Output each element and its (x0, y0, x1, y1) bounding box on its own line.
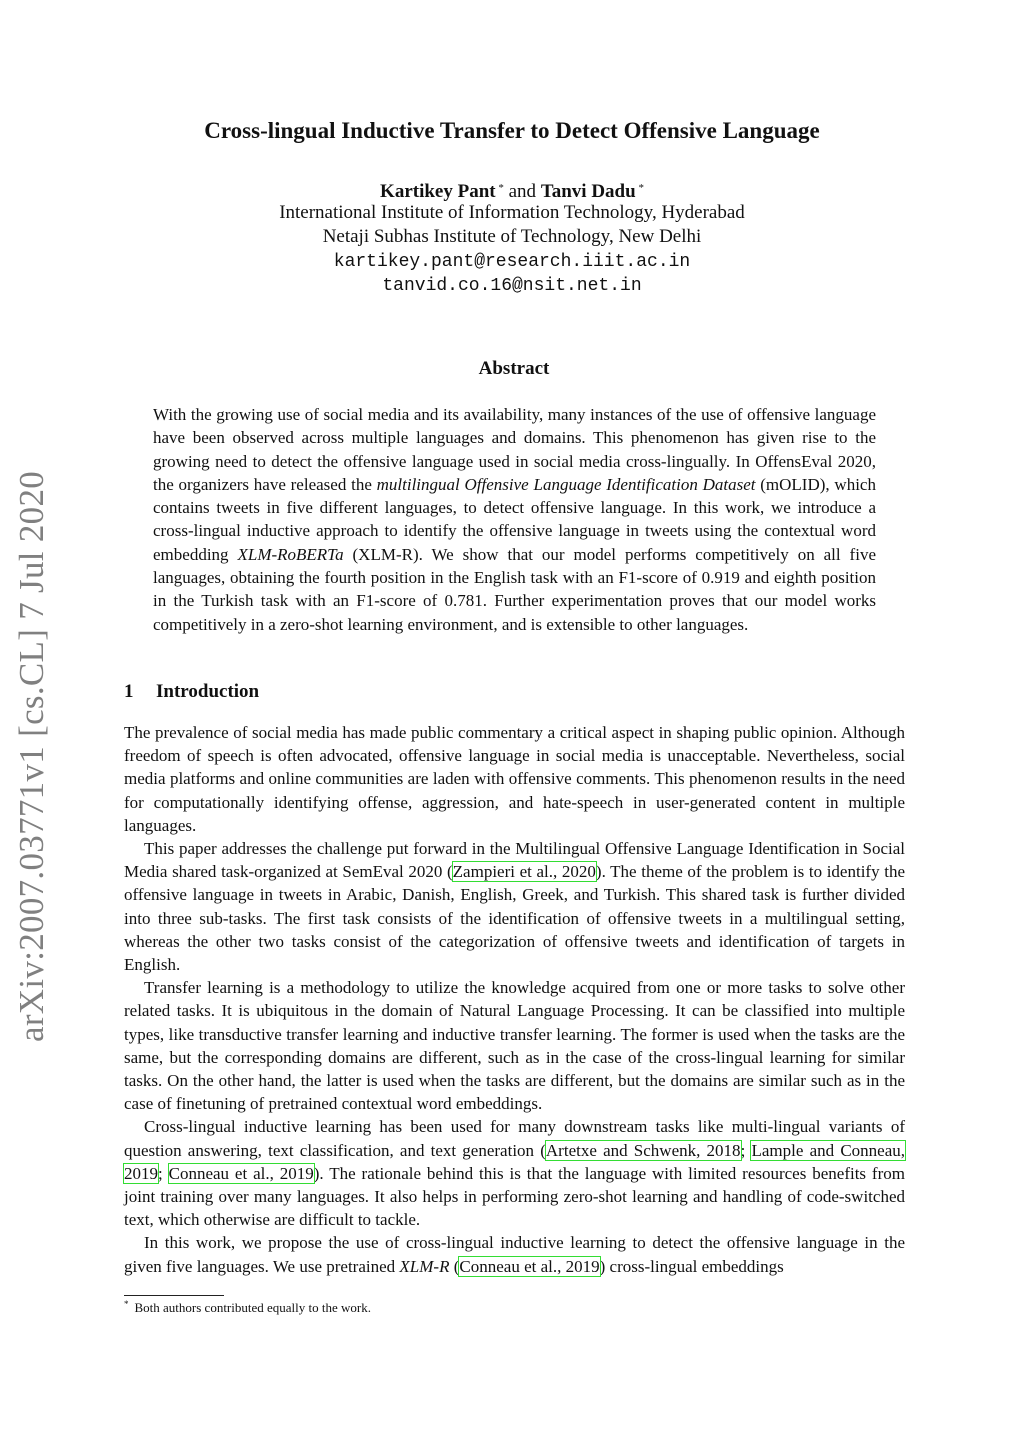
arxiv-identifier-stamp: arXiv:2007.03771v1 [cs.CL] 7 Jul 2020 (12, 470, 51, 1042)
section-heading (124, 681, 259, 703)
author-email[interactable]: tanvid.co.16@nsit.net.in (382, 276, 642, 296)
author-line (0, 176, 1024, 204)
citation-link[interactable]: Lample and Conneau, 2019 (124, 1140, 906, 1183)
citation-link[interactable]: Conneau et al., 2019 (168, 1163, 314, 1183)
model-name: XLM-RoBERTa (237, 544, 344, 564)
affiliation: International Institute of Information Technology, Hyderabad (279, 202, 745, 223)
paragraph: This paper addresses the challenge put forward in the Multilingual Offensive Language Identification in Social Media shared task-organized at SemEval 2020 (Zampieri et al., 2020). The theme of the problem is to identify the offensive language in tweets in Arabic, Danish, English, Greek, and Turkish. This shared task is further divided into three sub-tasks. The first task consists of the identification of offensive tweets in a multilingual setting, whereas the other two tasks consist of the categorization of offensive tweets and identification of targets in English. (124, 839, 905, 975)
citation-link[interactable]: Artetxe and Schwenk, 2018 (545, 1140, 741, 1160)
footnote-mark: * (124, 1299, 129, 1309)
score-value: 0.919 (701, 568, 740, 588)
citation-link[interactable]: Conneau et al., 2019 (459, 1256, 600, 1276)
dataset-name: multilingual Offensive Language Identification Dataset (376, 474, 756, 494)
paragraph: In this work, we propose the use of cross-lingual inductive learning to detect the offensive language in the given five languages. We use pretrained XLM-R (Conneau et al., 2019) cross-lingual embeddings (124, 1233, 905, 1276)
author-name: Kartikey Pant (380, 181, 496, 202)
footnote-text: Both authors contributed equally to the work. (134, 1300, 371, 1315)
section-number: 1 (124, 681, 134, 702)
paper-title: Cross-lingual Inductive Transfer to Detect Offensive Language (204, 118, 820, 143)
paragraph: Transfer learning is a methodology to utilize the knowledge acquired from one or more tasks to solve other related tasks. It is ubiquitous in the domain of Natural Language Processing. It can be classified into multiple types, like transductive transfer learning and inductive transfer learning. The former is used when the tasks are the same, but the corresponding domains are different, such as in the case of the cross-lingual learning for similar tasks. On the other hand, the latter is used when the tasks are different, but the domains are similar such as in the case of finetuning of pretrained contextual word embeddings. (124, 978, 905, 1114)
author-footnote-mark: * (638, 182, 644, 194)
section-body (124, 721, 905, 1278)
author-email[interactable]: kartikey.pant@research.iiit.ac.in (333, 252, 691, 272)
abstract-text: With the growing use of social media and its availability, many instances of the use of offensive language have been observed across multiple languages and domains. This phenomenon has given rise to the growing need to detect the offensive language used in social media cross-lingually. In OffensEval 2020, the organizers have released the multilingual Offensive Language Identification Dataset (mOLID), which contains tweets in five different languages, to detect offensive language. In this work, we introduce a cross-lingual inductive approach to identify the offensive language in tweets using the contextual word embedding XLM-RoBERTa (XLM-R). We show that our model performs competitively on all five languages, obtaining the fourth position in the English task with an F1-score of 0.919 and eighth position in the Turkish task with an F1-score of 0.781. Further experimentation proves that our model works competitively in a zero-shot learning environment, and is extensible to other languages. (153, 405, 876, 634)
author-conjunction: and (508, 181, 537, 202)
citation-link[interactable]: Zampieri et al., 2020 (452, 862, 596, 882)
footnote-divider (124, 1295, 224, 1296)
abstract-heading: Abstract (478, 358, 550, 379)
section-title: Introduction (156, 681, 260, 702)
affiliation: Netaji Subhas Institute of Technology, New Delhi (322, 226, 702, 247)
model-name: XLM-R (399, 1256, 450, 1276)
author-name: Tanvi Dadu (540, 181, 636, 202)
paragraph: Cross-lingual inductive learning has been used for many downstream tasks like multi-lingual variants of question answering, text classification, and text generation (Artetxe and Schwenk, 2018; Lample and Conneau, 2019; Conneau et al., 2019). The rationale behind this is that the language with limited resources benefits from joint training over many languages. It also helps in performing zero-shot learning and handling of code-switched text, which otherwise are difficult to tackle. (124, 1117, 906, 1230)
paragraph: The prevalence of social media has made public commentary a critical aspect in shaping public opinion. Although freedom of speech is often advocated, offensive language in social media is unacceptable. Nevertheless, social media platforms and online communities are laden with offensive comments. This phenomenon results in the need for computationally identifying offense, aggression, and hate-speech in user-generated content in multiple languages. (124, 723, 905, 835)
author-footnote-mark: * (498, 182, 504, 194)
score-value: 0.781 (444, 591, 483, 611)
footnote (124, 1299, 371, 1316)
